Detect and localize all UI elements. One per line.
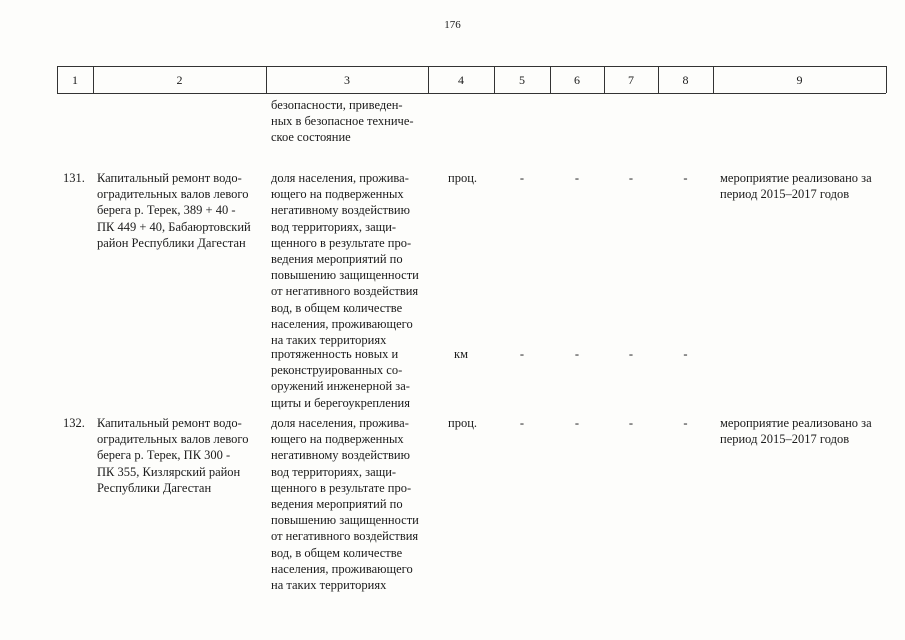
value-cell: - xyxy=(574,416,580,430)
column-number: 3 xyxy=(344,73,350,87)
text-line: оградительных валов левого xyxy=(97,187,249,202)
text-line: ведения мероприятий по xyxy=(271,497,403,512)
page-number: 176 xyxy=(444,19,461,31)
text-line: реконструированных со- xyxy=(271,363,403,378)
text-line: на таких территориях xyxy=(271,333,387,348)
text-line: от негативного воздействия xyxy=(271,284,419,299)
header-bottom-rule xyxy=(57,93,886,94)
text-line: оградительных валов левого xyxy=(97,432,249,447)
value-cell: - xyxy=(574,347,580,361)
text-line: период 2015–2017 годов xyxy=(720,432,850,447)
text-line: ных в безопасное техниче- xyxy=(271,114,414,129)
event-description xyxy=(97,170,265,251)
text-line: вод территориях, защи- xyxy=(271,464,397,479)
indicator-description xyxy=(271,170,425,348)
text-line: ПК 355, Кизлярский район xyxy=(97,464,241,479)
text-line: доля населения, прожива- xyxy=(271,171,409,185)
text-line: щенного в результате про- xyxy=(271,480,412,495)
column-number: 8 xyxy=(682,73,689,87)
text-line: ПК 449 + 40, Бабаюртовский xyxy=(97,219,251,234)
text-line: вод территориях, защи- xyxy=(271,219,397,234)
text-line: негативному воздействию xyxy=(271,448,410,463)
column-number: 5 xyxy=(519,73,525,87)
text-line: период 2015–2017 годов xyxy=(720,187,850,202)
text-line: берега р. Терек, 389 + 40 - xyxy=(97,203,236,218)
text-line: от негативного воздействия xyxy=(271,529,419,544)
text-line: на таких территориях xyxy=(271,578,387,593)
text-line: безопасности, приведен- xyxy=(271,98,403,112)
text-line: берега р. Терек, ПК 300 - xyxy=(97,448,231,463)
value-cell: - xyxy=(519,416,525,430)
text-line: повышению защищенности xyxy=(271,268,419,283)
text-line: повышению защищенности xyxy=(271,513,419,528)
text-line: Капитальный ремонт водо- xyxy=(97,171,242,185)
text-line: доля населения, прожива- xyxy=(271,416,409,430)
text-line: щенного в результате про- xyxy=(271,235,412,250)
value-cell: - xyxy=(628,347,634,361)
value-cell: - xyxy=(683,347,688,361)
row-number: 132. xyxy=(63,416,85,430)
text-line: Капитальный ремонт водо- xyxy=(97,416,242,430)
value-cell: - xyxy=(683,171,688,185)
unit: проц. xyxy=(448,171,478,185)
column-number: 6 xyxy=(574,73,580,87)
carryover-indicator xyxy=(271,97,425,146)
column-number: 7 xyxy=(628,73,634,87)
row-number: 131. xyxy=(63,171,85,185)
column-number: 2 xyxy=(176,73,183,87)
value-cell: - xyxy=(519,171,525,185)
unit: км xyxy=(454,347,468,361)
text-line: вод, в общем количестве xyxy=(271,300,403,315)
note xyxy=(720,170,886,202)
text-line: протяженность новых и xyxy=(271,347,399,361)
text-line: негативному воздействию xyxy=(271,203,410,218)
text-line: щиты и берегоукрепления xyxy=(271,395,410,410)
value-cell: - xyxy=(683,416,688,430)
text-line: Республики Дагестан xyxy=(97,480,212,495)
value-cell: - xyxy=(628,416,634,430)
value-cell: - xyxy=(519,347,525,361)
text-line: вод, в общем количестве xyxy=(271,545,403,560)
value-cell: - xyxy=(628,171,634,185)
col-divider xyxy=(886,66,887,93)
text-line: мероприятие реализовано за xyxy=(720,416,872,430)
event-description xyxy=(97,415,265,496)
column-number: 1 xyxy=(72,73,78,87)
text-line: оружений инженерной за- xyxy=(271,379,410,394)
column-number: 4 xyxy=(458,73,464,87)
indicator-description xyxy=(271,415,425,593)
text-line: населения, проживающего xyxy=(271,316,413,331)
indicator-description xyxy=(271,346,425,411)
text-line: ведения мероприятий по xyxy=(271,252,403,267)
text-line: ющего на подверженных xyxy=(271,187,404,202)
text-line: мероприятие реализовано за xyxy=(720,171,872,185)
note xyxy=(720,415,886,447)
text-line: ское состояние xyxy=(271,130,351,145)
column-number: 9 xyxy=(796,73,803,87)
text-line: район Республики Дагестан xyxy=(97,235,246,250)
header-top-rule xyxy=(57,66,886,67)
text-line: населения, проживающего xyxy=(271,561,413,576)
text-line: ющего на подверженных xyxy=(271,432,404,447)
value-cell: - xyxy=(574,171,580,185)
unit: проц. xyxy=(448,416,478,430)
